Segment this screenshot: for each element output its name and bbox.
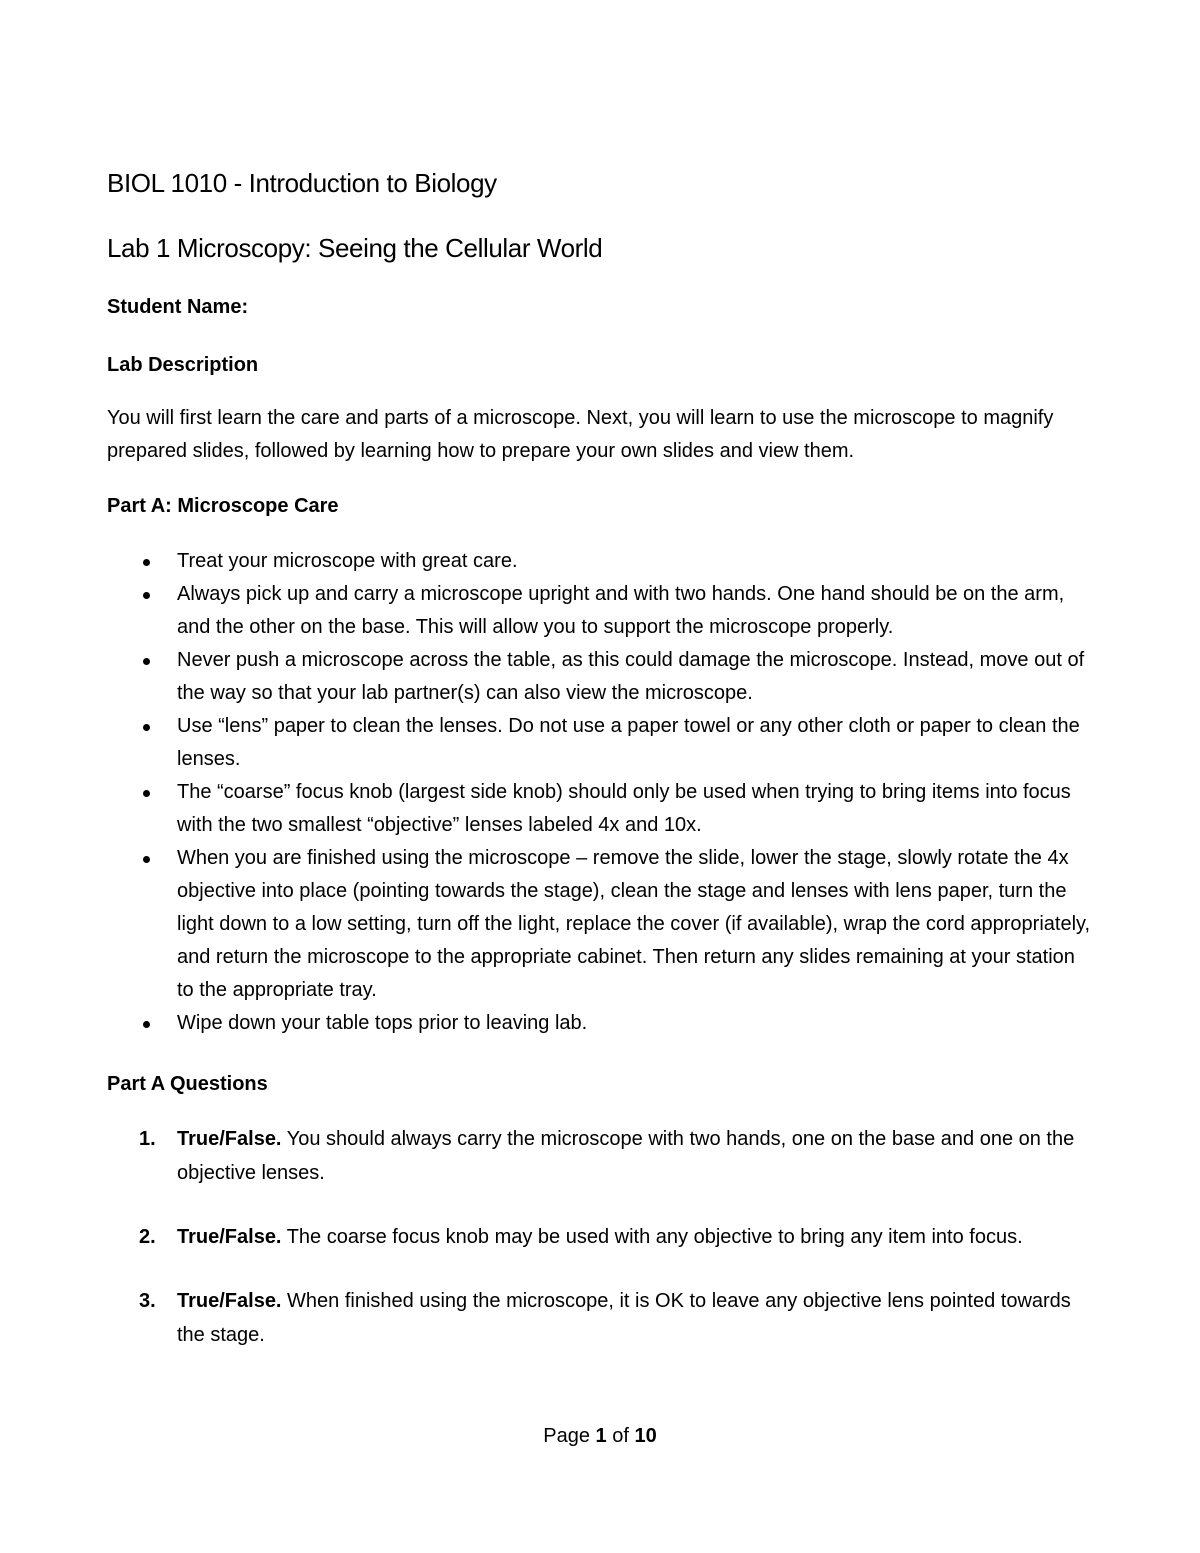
bullet-text: Use “lens” paper to clean the lenses. Do not use a paper towel or any other cloth or paper to clean the lenses.	[177, 715, 1080, 770]
list-item	[107, 545, 1097, 578]
list-item	[107, 578, 1097, 644]
of-word: of	[612, 1425, 629, 1447]
part-a-heading: Part A: Microscope Care	[107, 495, 339, 517]
list-item	[107, 644, 1097, 710]
question-text: You should always carry the microscope with two hands, one on the base and one on the objective lenses.	[177, 1128, 1075, 1184]
list-item	[107, 776, 1097, 842]
bullet-text: When you are finished using the microscope – remove the slide, lower the stage, slowly rotate the 4x objective into place (pointing towards the stage), clean the stage and lenses with lens paper, turn the light down to a low setting, turn off the light, replace the cover (if available), wrap the cord appropriately, and return the microscope to the appropriate cabinet. Then return any slides remaining at your station to the appropriate tray.	[177, 847, 1091, 1001]
bullet-text: The “coarse” focus knob (largest side knob) should only be used when trying to bring items into focus with the two smallest “objective” lenses labeled 4x and 10x.	[177, 781, 1071, 836]
course-title: BIOL 1010 - Introduction to Biology	[107, 168, 497, 198]
question-item	[107, 1220, 1097, 1254]
page-total: 10	[634, 1425, 657, 1447]
question-label: True/False.	[177, 1290, 282, 1312]
question-text: When finished using the microscope, it is OK to leave any objective lens pointed towards the stage.	[177, 1290, 1071, 1346]
part-a-bullet-list	[107, 545, 1097, 1040]
question-number: 1.	[139, 1128, 156, 1150]
list-item	[107, 1007, 1097, 1040]
bullet-icon	[143, 1021, 150, 1028]
question-item	[107, 1122, 1097, 1190]
question-item	[107, 1284, 1097, 1352]
list-item	[107, 710, 1097, 776]
bullet-icon	[143, 790, 150, 797]
bullet-icon	[143, 559, 150, 566]
page-footer	[0, 1425, 1200, 1448]
bullet-text: Always pick up and carry a microscope upright and with two hands. One hand should be on the arm, and the other on the base. This will allow you to support the microscope properly.	[177, 583, 1065, 638]
bullet-icon	[143, 724, 150, 731]
question-label: True/False.	[177, 1128, 282, 1150]
question-text: The coarse focus knob may be used with any objective to bring any item into focus.	[281, 1226, 1023, 1248]
student-name-label: Student Name:	[107, 296, 249, 318]
lab-description-heading: Lab Description	[107, 354, 259, 376]
bullet-text: Never push a microscope across the table, as this could damage the microscope. Instead, move out of the way so that your lab partner(s) can also view the microscope.	[177, 649, 1085, 704]
lab-title: Lab 1 Microscopy: Seeing the Cellular World	[107, 233, 603, 263]
bullet-icon	[143, 592, 150, 599]
bullet-text: Wipe down your table tops prior to leaving lab.	[177, 1012, 588, 1034]
question-number: 2.	[139, 1226, 156, 1248]
bullet-text: Treat your microscope with great care.	[177, 550, 518, 572]
bullet-icon	[143, 658, 150, 665]
part-a-questions-heading: Part A Questions	[107, 1073, 268, 1095]
page-word: Page	[543, 1425, 590, 1447]
bullet-icon	[143, 856, 150, 863]
list-item	[107, 842, 1097, 1007]
question-number: 3.	[139, 1290, 156, 1312]
lab-description-text: You will first learn the care and parts of a microscope. Next, you will learn to use the microscope to magnify prepared slides, followed by learning how to prepare your own slides and view them.	[107, 407, 1054, 462]
part-a-question-list	[107, 1122, 1097, 1382]
question-label: True/False.	[177, 1226, 282, 1248]
page-current: 1	[595, 1425, 607, 1447]
